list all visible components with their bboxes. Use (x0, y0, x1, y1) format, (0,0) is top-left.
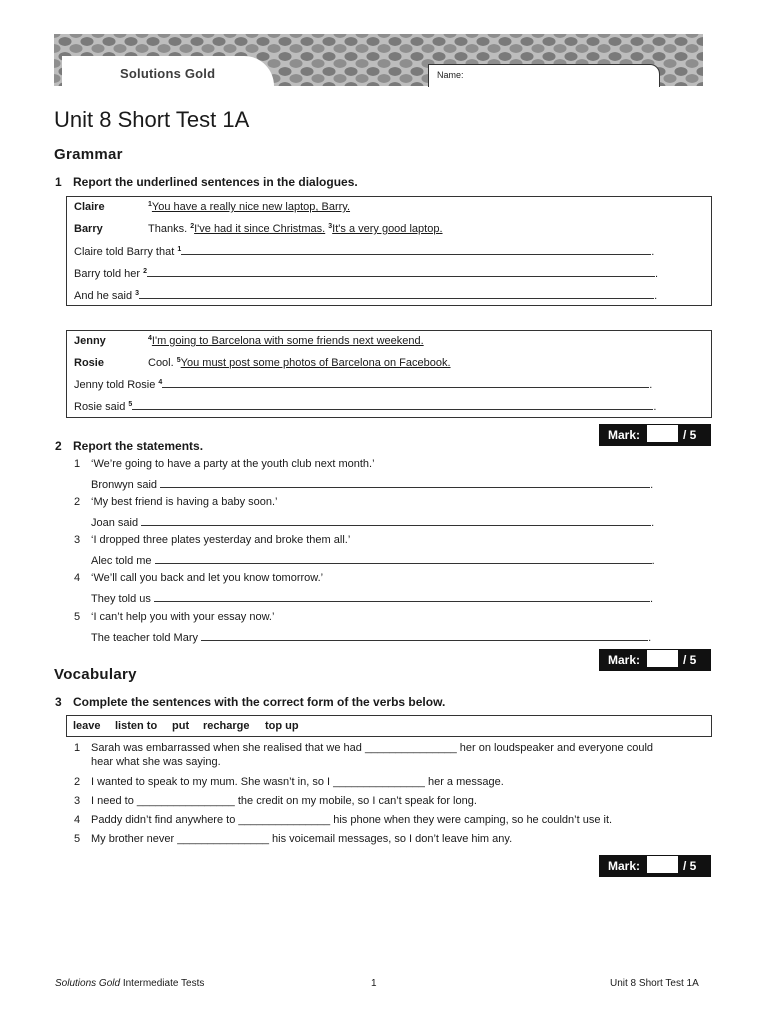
answer-line[interactable] (132, 399, 653, 410)
name-field[interactable] (428, 64, 660, 87)
statement-quote: ‘We’ll call you back and let you know tomorrow.’ (91, 572, 324, 584)
report-line-3: And he said $^3$ . (74, 290, 658, 302)
answer-gap[interactable]: ________________ (136, 795, 235, 807)
sentence-end: his voicemail messages, so I don’t leave him any. (272, 833, 513, 845)
answer-line[interactable] (160, 477, 650, 488)
dialogue-line-jenny (74, 335, 424, 347)
underlined-sentence: I've had it since Christmas. (194, 223, 326, 235)
item-number: 4 (74, 814, 81, 826)
answer-line[interactable] (141, 515, 651, 526)
footer-series: Solutions Gold (55, 978, 121, 989)
task-number: 2 (55, 439, 62, 453)
report-start: The teacher told Mary (91, 632, 198, 644)
word-bank (66, 715, 712, 737)
answer-gap[interactable]: _______________ (364, 742, 457, 754)
statement-2 (74, 496, 278, 508)
vocabulary-heading: Vocabulary (54, 666, 137, 683)
sentence-end: the credit on my mobile, so I can’t speak for long. (237, 795, 477, 807)
statement-1 (74, 458, 375, 470)
task-text: Report the underlined sentences in the dialogues. (73, 175, 358, 189)
dialogue-line-claire (74, 201, 350, 213)
mark-box-task3 (599, 855, 711, 877)
sentence-end: her on loudspeaker and everyone could (459, 742, 654, 754)
plain-text: Cool. (148, 357, 174, 369)
underlined-sentence: You must post some photos of Barcelona on Facebook. (180, 357, 451, 369)
report-line-4: Jenny told Rosie $^4$ . (74, 379, 653, 391)
answer-line[interactable] (155, 553, 652, 564)
ref-number: 3 (135, 290, 140, 297)
report-start: Barry told her (74, 268, 141, 280)
report-start: Joan said (91, 517, 139, 529)
mark-total: / 5 (683, 859, 697, 873)
report-start: Bronwyn said (91, 479, 158, 491)
speaker-name: Jenny (74, 335, 106, 347)
vocab-item-1-continuation: hear what she was saying. (91, 756, 221, 768)
plain-text: Thanks. (148, 223, 188, 235)
answer-row-2: Joan said . (91, 517, 655, 529)
speaker-name: Rosie (74, 357, 104, 369)
page-title: Unit 8 Short Test 1A (54, 107, 250, 132)
vocab-item-3 (74, 795, 477, 807)
report-line-2: Barry told her $^2$ . (74, 268, 659, 280)
vocab-item-1 (74, 742, 653, 754)
sentence-start: I wanted to speak to my mum. She wasn’t in, so I (91, 776, 331, 788)
ref-number: 3 (328, 223, 333, 230)
item-number: 2 (74, 496, 81, 508)
sentence-start: Sarah was embarrassed when she realised that we had (91, 742, 362, 754)
word-bank-item: leave (73, 720, 101, 732)
mark-input[interactable] (647, 425, 678, 443)
item-number: 5 (74, 611, 81, 623)
answer-gap[interactable]: _______________ (177, 833, 269, 845)
answer-line[interactable] (139, 288, 654, 299)
sentence-start: My brother never (91, 833, 175, 845)
answer-row-3: Alec told me . (91, 555, 655, 567)
item-number: 4 (74, 572, 81, 584)
report-start: Rosie said (74, 401, 126, 413)
grammar-heading: Grammar (54, 146, 123, 163)
footer-test-title: Unit 8 Short Test 1A (610, 978, 699, 989)
statement-quote: ‘I dropped three plates yesterday and broke them all.’ (91, 534, 351, 546)
sentence-end: her a message. (427, 776, 504, 788)
ref-number: 2 (190, 223, 195, 230)
ref-number: 5 (128, 401, 133, 408)
answer-gap[interactable]: _______________ (238, 814, 331, 826)
answer-line[interactable] (181, 244, 651, 255)
report-line-5: Rosie said $^5$ . (74, 401, 657, 413)
answer-line[interactable] (154, 591, 650, 602)
ref-number: 1 (177, 246, 182, 253)
answer-line[interactable] (201, 630, 648, 641)
word-bank-item: top up (265, 720, 299, 732)
item-number: 1 (74, 458, 81, 470)
dialogue-line-barry (74, 223, 443, 235)
underlined-sentence: I'm going to Barcelona with some friends next weekend. (151, 335, 424, 347)
word-bank-item: recharge (203, 720, 250, 732)
mark-total: / 5 (683, 428, 697, 442)
task-number: 3 (55, 695, 62, 709)
report-line-1: Claire told Barry that $^1$ . (74, 246, 655, 258)
ref-number: 5 (176, 357, 181, 364)
mark-input[interactable] (647, 856, 678, 874)
vocab-item-2 (74, 776, 504, 788)
answer-row-1: Bronwyn said . (91, 479, 654, 491)
report-start: Jenny told Rosie (74, 379, 156, 391)
report-start: They told us (91, 593, 151, 605)
item-number: 3 (74, 534, 81, 546)
dialogue-box-2 (66, 330, 712, 418)
underlined-sentence: It's a very good laptop. (332, 223, 443, 235)
task2-instruction (55, 439, 203, 453)
sentence-start: Paddy didn’t find anywhere to (91, 814, 236, 826)
statement-4 (74, 572, 323, 584)
footer-series-rest: Intermediate Tests (120, 978, 205, 989)
item-number: 2 (74, 776, 81, 788)
report-start: Claire told Barry that (74, 246, 175, 258)
answer-gap[interactable]: _______________ (333, 776, 425, 788)
sentence-start: I need to (91, 795, 134, 807)
item-number: 5 (74, 833, 81, 845)
statement-quote: ‘We’re going to have a party at the youth club next month.’ (91, 458, 375, 470)
sentence-end: his phone when they were camping, so he couldn’t use it. (333, 814, 613, 826)
item-number: 1 (74, 742, 81, 754)
ref-number: 1 (148, 201, 152, 208)
report-start: And he said (74, 290, 133, 302)
task1-instruction (55, 175, 358, 189)
word-bank-item: listen to (115, 720, 158, 732)
statement-5 (74, 611, 274, 623)
ref-number: 4 (148, 335, 152, 342)
brand-logo: Solutions Gold (120, 66, 216, 81)
mark-box-task2 (599, 649, 711, 671)
task-number: 1 (55, 175, 62, 189)
mark-label: Mark: (608, 859, 641, 873)
name-label: Name: (437, 70, 464, 80)
vocab-item-5 (74, 833, 512, 845)
answer-line[interactable] (162, 377, 649, 388)
speaker-name: Claire (74, 201, 105, 213)
mark-input[interactable] (647, 650, 678, 668)
item-number: 3 (74, 795, 81, 807)
answer-row-4: They told us . (91, 593, 654, 605)
answer-row-5: The teacher told Mary . (91, 632, 652, 644)
dialogue-box-1 (66, 196, 712, 306)
vocab-item-4 (74, 814, 612, 826)
statement-quote: ‘My best friend is having a baby soon.’ (91, 496, 278, 508)
ref-number: 2 (143, 268, 147, 275)
task-text: Report the statements. (73, 439, 204, 453)
speaker-name: Barry (74, 223, 103, 235)
ref-number: 4 (158, 379, 163, 386)
task-text: Complete the sentences with the correct form of the verbs below. (73, 695, 446, 709)
dialogue-line-rosie (74, 357, 451, 369)
footer-book-title (55, 978, 204, 989)
underlined-sentence: You have a really nice new laptop, Barry. (151, 201, 351, 213)
statement-3 (74, 534, 350, 546)
mark-label: Mark: (608, 428, 641, 442)
mark-total: / 5 (683, 653, 697, 667)
mark-label: Mark: (608, 653, 641, 667)
statement-quote: ‘I can’t help you with your essay now.’ (91, 611, 275, 623)
task3-instruction (55, 695, 445, 709)
word-bank-item: put (172, 720, 190, 732)
answer-line[interactable] (147, 266, 655, 277)
mark-box-task1 (599, 424, 711, 446)
footer-page-number: 1 (371, 978, 377, 989)
report-start: Alec told me (91, 555, 152, 567)
